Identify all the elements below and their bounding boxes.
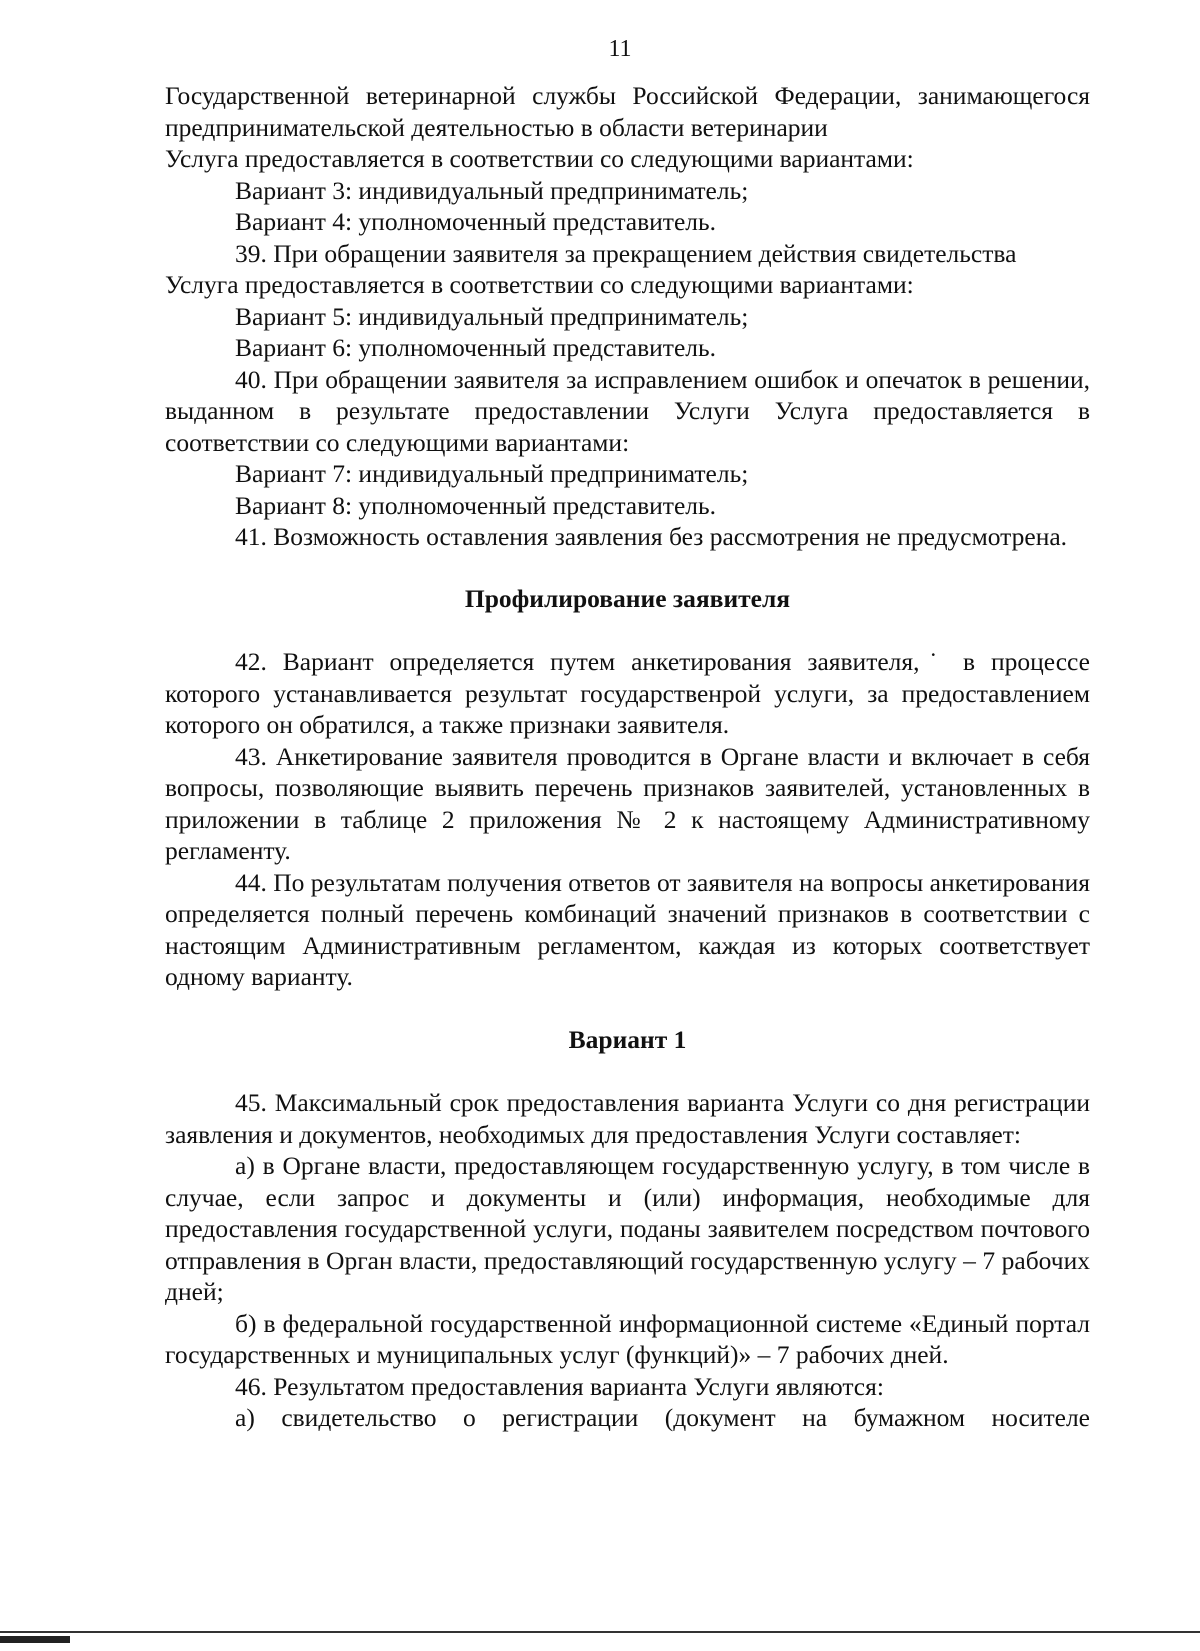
clause-45-a: а) в Органе власти, предоставляющем государственную услугу, в том числе в случае, если запрос и документы и (или) информация, необходимые для предоставления государственной услуги, поданы заявителем посредством почтового отправления в Орган власти, предоставляющий государственную услугу – 7 рабочих дней; — [165, 1151, 1090, 1306]
variant-line: Вариант 6: уполномоченный представитель. — [235, 333, 717, 362]
paragraph: Услуга предоставляется в соответствии со следующими вариантами: — [165, 270, 914, 299]
document-body — [165, 80, 1090, 1434]
variant-line: Вариант 7: индивидуальный предприниматель; — [235, 459, 749, 488]
clause-45: 45. Максимальный срок предоставления варианта Услуги со дня регистрации заявления и документов, необходимых для предоставления Услуги составляет: — [165, 1088, 1090, 1149]
variant-line: Вариант 8: уполномоченный представитель. — [235, 490, 717, 520]
clause-45-b: б) в федеральной государственной информационной системе «Единый портал государственных и муниципальных услуг (функций)» – 7 рабочих дней. — [165, 1308, 1090, 1369]
clause-41: 41. Возможность оставления заявления без рассмотрения не предусмотрена. — [235, 522, 1068, 551]
paragraph: Государственной ветеринарной службы Российской Федерации, занимающегося предпринимательской деятельностью в области ветеринарии — [165, 81, 1090, 142]
section-heading-variant-1: Вариант 1 — [568, 1024, 687, 1054]
section-heading-profiling: Профилирование заявителя — [464, 583, 791, 613]
clause-39: 39. При обращении заявителя за прекращением действия свидетельства — [235, 238, 1017, 268]
variant-line: Вариант 3: индивидуальный предприниматель; — [235, 175, 749, 205]
clause-43: 43. Анкетирование заявителя проводится в Органе власти и включает в себя вопросы, позволяющие выявить перечень признаков заявителей, установленных в приложении в таблице 2 приложения № 2 к настоящему Административному регламенту. — [165, 741, 1090, 865]
paragraph: Услуга предоставляется в соответствии со следующими вариантами: — [165, 144, 914, 173]
clause-42: 42. Вариант определяется путем анкетирования заявителя,˙ в процессе которого устанавливается результат государственрой услуги, за предоставлением которого он обратился, а также признаки заявителя. — [165, 647, 1090, 739]
variant-line: Вариант 5: индивидуальный предприниматель; — [235, 301, 749, 331]
variant-line: Вариант 4: уполномоченный представитель. — [235, 207, 717, 236]
clause-46: 46. Результатом предоставления варианта Услуги являются: — [235, 1371, 884, 1401]
clause-44: 44. По результатам получения ответов от заявителя на вопросы анкетирования определяется полный перечень комбинаций значений признаков в соответствии с настоящим Административным регламентом, каждая из которых соответствует одному варианту. — [165, 867, 1090, 991]
clause-46-a: а) свидетельство о регистрации (документ на бумажном носителе — [235, 1403, 1090, 1432]
clause-40: 40. При обращении заявителя за исправлением ошибок и опечаток в решении, выданном в результате предоставлении Услуги Услуга предоставляется в соответствии со следующими вариантами: — [165, 364, 1090, 457]
bottom-scan-mark — [0, 1636, 70, 1643]
page-number: 11 — [608, 36, 632, 62]
bottom-scan-rule — [0, 1631, 1200, 1633]
